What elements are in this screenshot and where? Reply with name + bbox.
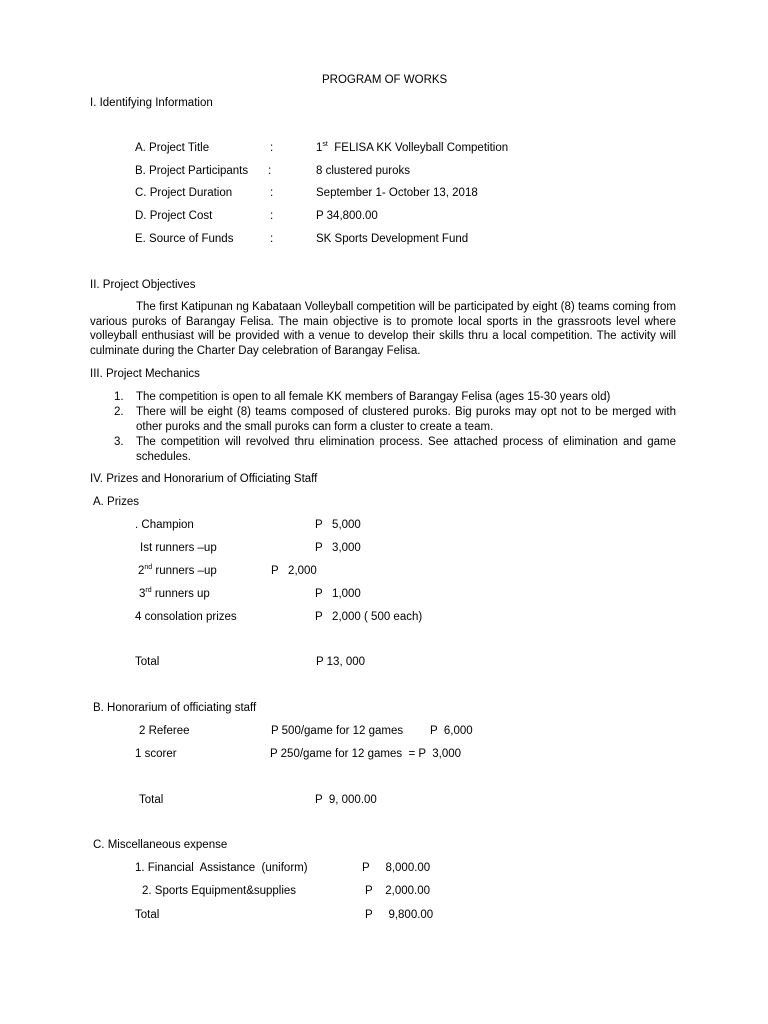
label-project-duration: C. Project Duration bbox=[135, 187, 233, 199]
prize-amount: P 2,000 ( 500 each) bbox=[315, 611, 423, 623]
prize-amount: P 5,000 bbox=[315, 519, 361, 531]
honorarium-rate: P 500/game for 12 games bbox=[271, 725, 404, 737]
prizes-total-amount: P 13, 000 bbox=[316, 656, 366, 668]
misc-total-label: Total bbox=[135, 909, 160, 921]
prize-label: . Champion bbox=[135, 519, 194, 531]
list-number: 3. bbox=[114, 436, 124, 448]
value-source-of-funds: SK Sports Development Fund bbox=[316, 233, 469, 245]
label-project-cost: D. Project Cost bbox=[135, 210, 213, 222]
prize-label: 4 consolation prizes bbox=[135, 611, 237, 623]
prize-label: Ist runners –up bbox=[140, 542, 217, 554]
prize-amount: P 2,000 bbox=[271, 565, 317, 577]
honorarium-total-amount: P 9, 000.00 bbox=[315, 794, 377, 806]
honorarium-total-label: Total bbox=[139, 794, 164, 806]
misc-label: 1. Financial Assistance (uniform) bbox=[135, 862, 308, 874]
section-heading-prizes-honorarium: IV. Prizes and Honorarium of Officiating Staff bbox=[90, 473, 318, 485]
colon: : bbox=[270, 210, 274, 222]
value-project-duration: September 1- October 13, 2018 bbox=[316, 187, 478, 199]
section-heading-objectives: II. Project Objectives bbox=[90, 279, 196, 291]
honorarium-label: 2 Referee bbox=[139, 725, 190, 737]
colon: : bbox=[270, 142, 274, 154]
colon: : bbox=[270, 233, 274, 245]
mechanics-item: There will be eight (8) teams composed of clustered puroks. Big puroks may opt not to be merged with other puroks and the small puroks can form a cluster to create a team. bbox=[136, 406, 676, 433]
section-heading-mechanics: III. Project Mechanics bbox=[90, 368, 200, 380]
prize-label: 2nd runners –up bbox=[138, 564, 217, 577]
value-project-cost: P 34,800.00 bbox=[316, 210, 378, 222]
subheading-honorarium: B. Honorarium of officiating staff bbox=[93, 702, 257, 714]
misc-total-amount: P 9,800.00 bbox=[365, 909, 434, 921]
mechanics-item: The competition is open to all female KK members of Barangay Felisa (ages 15-30 years old) bbox=[136, 391, 611, 403]
misc-amount: P 8,000.00 bbox=[362, 862, 431, 874]
mechanics-item: The competition will revolved thru elimination process. See attached process of elimination and game schedules. bbox=[136, 436, 676, 463]
prize-amount: P 3,000 bbox=[315, 542, 361, 554]
colon: : bbox=[268, 165, 272, 177]
prize-amount: P 1,000 bbox=[315, 588, 361, 600]
subheading-prizes: A. Prizes bbox=[93, 496, 140, 508]
label-source-of-funds: E. Source of Funds bbox=[135, 233, 234, 245]
honorarium-amount: P 6,000 bbox=[430, 725, 473, 737]
label-project-title: A. Project Title bbox=[135, 142, 210, 154]
objectives-paragraph: The first Katipunan ng Kabataan Volleyball competition will be participated by eight (8) teams coming from various puroks of Barangay Felisa. The main objective is to promote local sports in the grassroots level where volleyball enthusiast will be provided with a venue to develop their skills thru a local competition. The activity will culminate during the Charter Day celebration of Barangay Felisa. bbox=[90, 301, 676, 357]
misc-amount: P 2,000.00 bbox=[365, 885, 431, 897]
prize-label: 3rd runners up bbox=[139, 587, 210, 600]
honorarium-rate: P 250/game for 12 games = P 3,000 bbox=[270, 748, 462, 760]
colon: : bbox=[270, 187, 274, 199]
page-title: PROGRAM OF WORKS bbox=[322, 74, 448, 86]
honorarium-label: 1 scorer bbox=[135, 748, 177, 760]
value-project-title: 1st FELISA KK Volleyball Competition bbox=[316, 141, 509, 154]
section-heading-identifying: I. Identifying Information bbox=[90, 97, 213, 109]
label-project-participants: B. Project Participants bbox=[135, 165, 249, 177]
list-number: 1. bbox=[114, 391, 124, 403]
misc-label: 2. Sports Equipment&supplies bbox=[142, 885, 297, 897]
list-number: 2. bbox=[114, 406, 124, 418]
subheading-misc: C. Miscellaneous expense bbox=[93, 839, 228, 851]
value-project-participants: 8 clustered puroks bbox=[316, 165, 410, 177]
prizes-total-label: Total bbox=[135, 656, 160, 668]
